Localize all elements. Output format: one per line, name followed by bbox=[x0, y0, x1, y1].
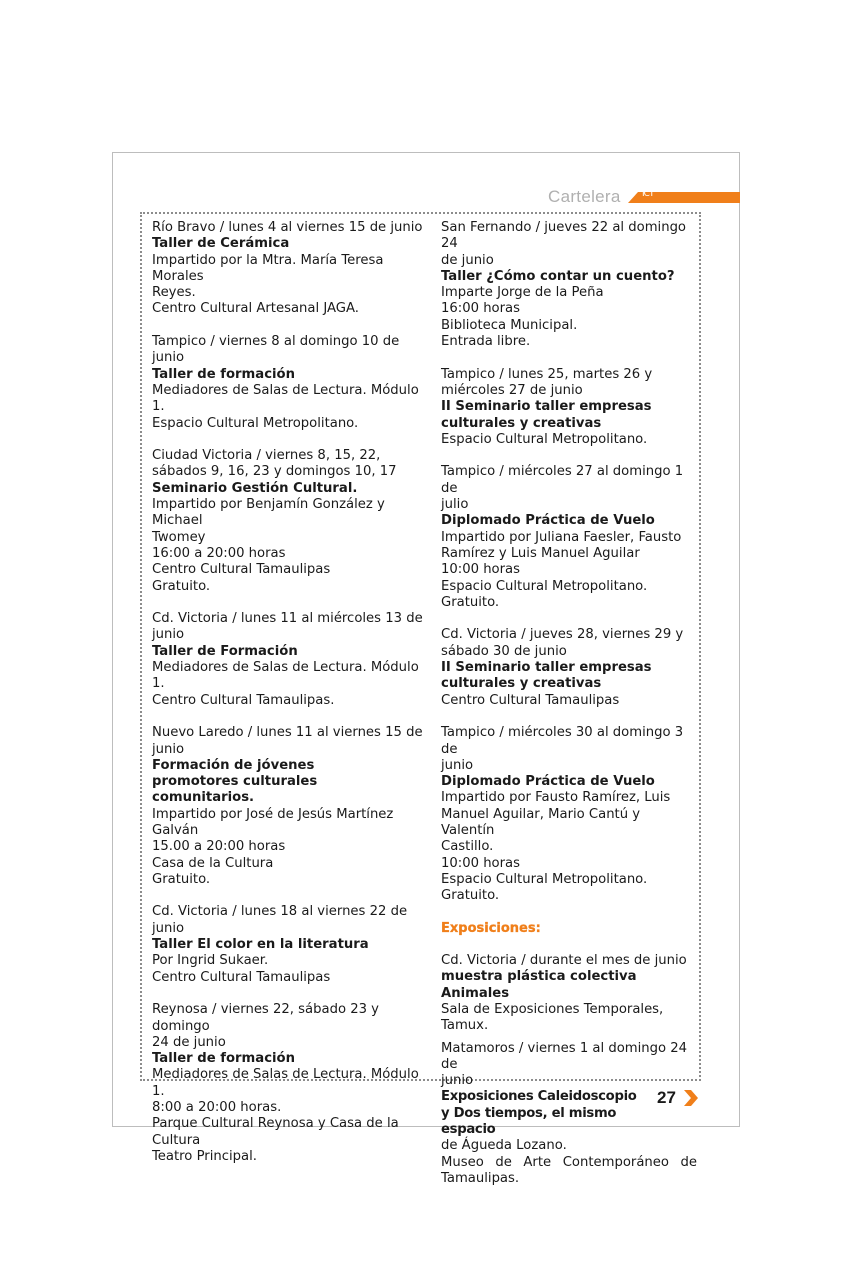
event-detail: 8:00 a 20:00 horas. bbox=[152, 1100, 282, 1116]
event-location-date: sábado 30 de junio bbox=[441, 643, 567, 659]
event-detail: Gratuito. bbox=[152, 871, 211, 887]
event-detail: Espacio Cultural Metropolitano. bbox=[152, 415, 359, 431]
event-title: Taller de formación bbox=[152, 366, 295, 382]
event-title: II Seminario taller empresas culturales y creativas bbox=[441, 399, 652, 431]
event-detail: Tamaulipas. bbox=[441, 1170, 520, 1186]
event-entry bbox=[152, 448, 428, 595]
event-location-date: Cd. Victoria / jueves 28, viernes 29 y bbox=[441, 627, 684, 643]
event-entry bbox=[441, 220, 697, 350]
event-detail: Museo de Arte Contemporáneo de bbox=[441, 1154, 697, 1170]
event-detail: Impartido por Juliana Faesler, Fausto bbox=[441, 529, 682, 545]
event-detail: Centro Cultural Tamaulipas. bbox=[152, 692, 335, 708]
event-location-date: junio bbox=[152, 627, 185, 643]
event-title: Taller de Cerámica bbox=[152, 236, 290, 252]
event-detail: Impartido por la Mtra. María Teresa Morales bbox=[152, 252, 384, 284]
event-location-date: Cd. Victoria / durante el mes de junio bbox=[441, 953, 687, 969]
event-detail: 16:00 a 20:00 horas bbox=[152, 545, 286, 561]
exhibition-entry bbox=[441, 953, 697, 1034]
chevron-right-icon bbox=[682, 1089, 698, 1107]
event-title: muestra plástica colectiva Animales bbox=[441, 969, 637, 1001]
event-detail: Por Ingrid Sukaer. bbox=[152, 953, 269, 969]
event-detail: Cultura bbox=[152, 1132, 201, 1148]
event-detail: Tamux. bbox=[441, 1018, 489, 1034]
event-location-date: Ciudad Victoria / viernes 8, 15, 22, bbox=[152, 448, 381, 464]
event-detail: Galván bbox=[152, 822, 199, 838]
event-detail: 15.00 a 20:00 horas bbox=[152, 839, 286, 855]
event-entry bbox=[152, 904, 428, 985]
event-entry bbox=[441, 367, 697, 448]
event-title: Formación de jóvenes promotores culturales comunitarios. bbox=[152, 757, 318, 806]
event-detail: Impartido por Benjamín González y Michael bbox=[152, 497, 385, 529]
event-title: Exposiciones Caleidoscopio y Dos tiempos, el mismo espacio bbox=[441, 1089, 637, 1138]
event-detail: Impartido por José de Jesús Martínez bbox=[152, 806, 394, 822]
exhibition-entry bbox=[441, 1041, 697, 1188]
event-title: Taller El color en la literatura bbox=[152, 937, 369, 953]
event-detail: Gratuito. bbox=[441, 888, 500, 904]
event-location-date: Tampico / miércoles 27 al domingo 1 de bbox=[441, 464, 684, 496]
event-detail: Twomey bbox=[152, 529, 206, 545]
event-detail: Mediadores de Salas de Lectura. Módulo 1. bbox=[152, 382, 419, 415]
event-location-date: de junio bbox=[441, 252, 494, 268]
event-location-date: junio bbox=[152, 741, 185, 757]
event-location-date: junio bbox=[441, 757, 474, 773]
event-detail: de Águeda Lozano. bbox=[441, 1138, 567, 1154]
page-header bbox=[548, 186, 740, 210]
exhibitions-heading: Exposiciones: bbox=[441, 920, 541, 936]
event-location-date: Nuevo Laredo / lunes 11 al viernes 15 de bbox=[152, 725, 423, 741]
event-entry bbox=[152, 725, 428, 888]
event-detail: Imparte Jorge de la Peña bbox=[441, 285, 604, 301]
event-detail: Mediadores de Salas de Lectura. Módulo 1. bbox=[152, 1067, 419, 1099]
event-detail: Ramírez y Luis Manuel Aguilar bbox=[441, 545, 640, 561]
event-entry bbox=[441, 725, 697, 904]
event-title: Diplomado Práctica de Vuelo bbox=[441, 513, 655, 529]
event-detail: 10:00 horas bbox=[441, 562, 520, 578]
event-entry bbox=[152, 1002, 428, 1165]
event-detail: Centro Cultural Tamaulipas bbox=[152, 969, 331, 985]
event-location-date: Matamoros / viernes 1 al domingo 24 de bbox=[441, 1040, 688, 1072]
event-location-date: Río Bravo / lunes 4 al viernes 15 de junio bbox=[152, 220, 423, 235]
event-detail: 16:00 horas bbox=[441, 301, 520, 317]
event-location-date: 24 de junio bbox=[152, 1034, 226, 1050]
event-title: Diplomado Práctica de Vuelo bbox=[441, 774, 655, 790]
event-location-date: Reynosa / viernes 22, sábado 23 y domingo bbox=[152, 1002, 379, 1034]
event-detail: Teatro Principal. bbox=[152, 1148, 257, 1164]
right-column bbox=[441, 220, 697, 1204]
event-location-date: Tampico / miércoles 30 al domingo 3 de bbox=[441, 725, 684, 757]
event-location-date: Cd. Victoria / lunes 18 al viernes 22 de junio bbox=[152, 904, 408, 936]
event-detail: Espacio Cultural Metropolitano. bbox=[441, 431, 648, 447]
event-title: Taller de formación bbox=[152, 1051, 295, 1067]
event-detail: Reyes. bbox=[152, 285, 196, 301]
event-entry bbox=[441, 627, 697, 708]
header-logo-mark: ICT bbox=[642, 189, 654, 199]
event-detail: Manuel Aguilar, Mario Cantú y Valentín bbox=[441, 806, 641, 838]
event-title: II Seminario taller empresas culturales y creativas bbox=[441, 660, 652, 692]
event-detail: Gratuito. bbox=[441, 594, 500, 610]
event-location-date: sábados 9, 16, 23 y domingos 10, 17 bbox=[152, 464, 397, 480]
event-entry bbox=[152, 334, 428, 432]
event-title: Taller ¿Cómo contar un cuento? bbox=[441, 268, 675, 284]
event-entry bbox=[152, 611, 428, 709]
event-detail: Centro Cultural Artesanal JAGA. bbox=[152, 301, 359, 317]
event-detail: Impartido por Fausto Ramírez, Luis bbox=[441, 790, 671, 806]
event-location-date: San Fernando / jueves 22 al domingo 24 bbox=[441, 220, 687, 252]
event-location-date: junio bbox=[441, 1073, 474, 1089]
event-entry bbox=[441, 464, 697, 611]
event-detail: Entrada libre. bbox=[441, 334, 531, 350]
event-detail: Parque Cultural Reynosa y Casa de la bbox=[152, 1116, 399, 1132]
event-detail: Espacio Cultural Metropolitano. bbox=[441, 871, 648, 887]
event-location-date: Tampico / lunes 25, martes 26 y bbox=[441, 366, 653, 382]
event-detail: Centro Cultural Tamaulipas bbox=[441, 692, 620, 708]
event-location-date: julio bbox=[441, 497, 469, 513]
event-detail: Biblioteca Municipal. bbox=[441, 317, 578, 333]
event-entry bbox=[152, 220, 428, 318]
event-detail: 10:00 horas bbox=[441, 855, 520, 871]
event-title: Seminario Gestión Cultural. bbox=[152, 480, 358, 496]
page-number: 27 bbox=[657, 1088, 676, 1107]
event-detail: Centro Cultural Tamaulipas bbox=[152, 562, 331, 578]
event-detail: Castillo. bbox=[441, 839, 494, 855]
event-location-date: Tampico / viernes 8 al domingo 10 de junio bbox=[152, 334, 400, 366]
section-title: Cartelera bbox=[548, 187, 621, 206]
event-location-date: Cd. Victoria / lunes 11 al miércoles 13 de bbox=[152, 611, 423, 627]
event-detail: Casa de la Cultura bbox=[152, 855, 274, 871]
event-title: Taller de Formación bbox=[152, 643, 298, 659]
event-detail: Mediadores de Salas de Lectura. Módulo 1. bbox=[152, 660, 419, 692]
event-detail: Sala de Exposiciones Temporales, bbox=[441, 1001, 664, 1017]
event-detail: Gratuito. bbox=[152, 578, 211, 594]
event-detail: Espacio Cultural Metropolitano. bbox=[441, 578, 648, 594]
left-column bbox=[152, 220, 428, 1182]
event-location-date: miércoles 27 de junio bbox=[441, 382, 583, 398]
header-bar-notch bbox=[628, 192, 638, 203]
